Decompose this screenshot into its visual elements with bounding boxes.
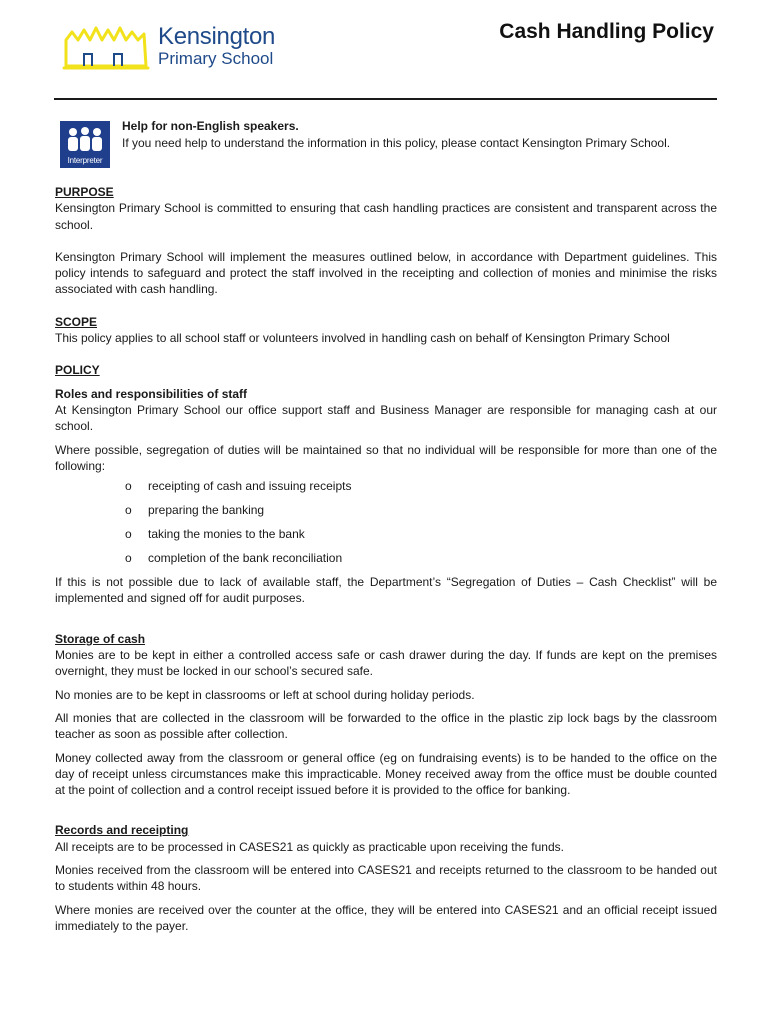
school-name xyxy=(158,24,275,68)
roles-paragraph-2: Where possible, segregation of duties will be maintained so that no individual will be responsible for more than one of the following: xyxy=(55,442,717,473)
school-logo xyxy=(62,22,292,74)
records-paragraph-2: Monies received from the classroom will be entered into CASES21 and receipts returned to the classroom to be handed out to students within 48 hours. xyxy=(55,863,717,894)
list-item: o receipting of cash and issuing receipts xyxy=(125,479,352,494)
bullet-icon: o xyxy=(125,527,132,542)
school-name-line1: Kensington xyxy=(158,23,276,50)
roles-paragraph-3: If this is not possible due to lack of available staff, the Department’s “Segregation of Duties – Cash Checklist” will be implemented and signed off for audit purposes. xyxy=(55,575,717,606)
bullet-icon: o xyxy=(125,503,132,518)
document-title: Cash Handling Policy xyxy=(499,20,714,43)
interpreter-text: If you need help to understand the information in this policy, please contact Kensington Primary School. xyxy=(122,135,671,150)
bullet-icon: o xyxy=(125,551,132,566)
roles-heading: Roles and responsibilities of staff xyxy=(55,386,248,401)
castle-logo-icon xyxy=(62,22,150,72)
scope-paragraph-1: This policy applies to all school staff or volunteers involved in handling cash on behalf of Kensington Primary School xyxy=(55,331,670,346)
records-paragraph-3: Where monies are received over the counter at the office, they will be entered into CASES21 and an official receipt issued immediately to the payer. xyxy=(55,902,717,933)
interpreter-icon xyxy=(60,121,110,168)
list-item: o preparing the banking xyxy=(125,503,265,518)
storage-paragraph-3: All monies that are collected in the classroom will be forwarded to the office in the plastic zip lock bags by the classroom teacher as soon as possible after collection. xyxy=(55,710,717,742)
purpose-paragraph-2: Kensington Primary School will implement the measures outlined below, in accordance with Department guidelines. This policy intends to safeguard and protect the staff involved in the receipting and collection of monies and minimise the risks associated with cash handling. xyxy=(55,249,717,297)
list-item: o taking the monies to the bank xyxy=(125,527,305,542)
duties-list xyxy=(55,478,717,574)
interpreter-icon-label: Interpreter xyxy=(67,156,103,165)
policy-content xyxy=(55,184,717,934)
records-paragraph-1: All receipts are to be processed in CASES21 as quickly as practicable upon receiving the funds. xyxy=(55,839,564,854)
storage-heading: Storage of cash xyxy=(55,631,146,646)
storage-paragraph-2: No monies are to be kept in classrooms or left at school during holiday periods. xyxy=(55,687,475,702)
school-name-line2: Primary School xyxy=(158,49,274,68)
purpose-heading: PURPOSE xyxy=(55,185,114,199)
storage-paragraph-1: Monies are to be kept in either a controlled access safe or cash drawer during the day. If funds are kept on the premises overnight, they must be locked in our school’s secured safe. xyxy=(55,648,717,679)
interpreter-heading: Help for non-English speakers. xyxy=(122,119,299,133)
records-heading: Records and receipting xyxy=(55,823,189,838)
roles-paragraph-1: At Kensington Primary School our office support staff and Business Manager are responsible for managing cash at our school. xyxy=(55,402,717,434)
bullet-icon: o xyxy=(125,479,132,494)
list-item: o completion of the bank reconciliation xyxy=(125,551,343,566)
policy-heading: POLICY xyxy=(55,363,100,378)
people-icon xyxy=(60,123,110,157)
header-divider xyxy=(54,98,717,100)
scope-heading: SCOPE xyxy=(55,314,98,329)
storage-paragraph-4: Money collected away from the classroom or general office (eg on fundraising events) is to be handed to the office on the day of receipt unless circumstances make this impracticable. Money received away from the office must be double counted at the point of collection and a control receipt issued before it is provided to the office for banking. xyxy=(55,750,717,798)
interpreter-notice xyxy=(122,118,718,151)
purpose-paragraph-1: Kensington Primary School is committed to ensuring that cash handling practices are consistent and transparent across the school. xyxy=(55,201,717,232)
